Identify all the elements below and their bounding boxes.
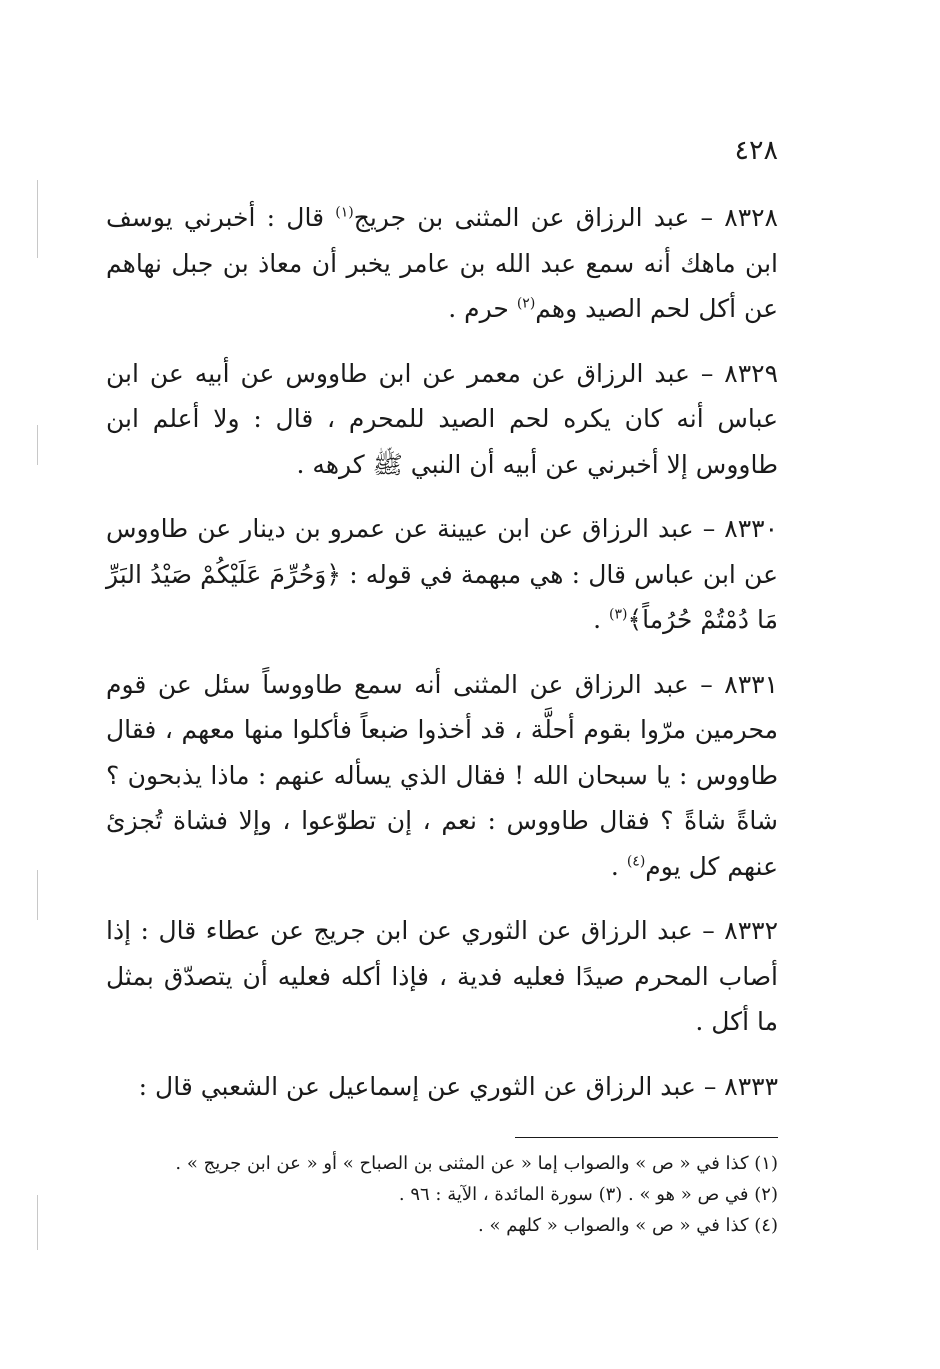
hadith-8332: [106, 908, 778, 1045]
hadith-number: ٨٣٣١: [724, 669, 778, 699]
scan-margin-line-middle: [37, 425, 38, 465]
hadith-8329: [106, 351, 778, 488]
footnote-ref: (٤): [626, 853, 646, 870]
footnote-1: (١) كذا في « ص » والصواب إما « عن المثنى بن الصباح » أو « عن ابن جريج » .: [175, 1153, 778, 1174]
scan-margin-line-lower: [37, 870, 38, 920]
hadith-text: – عبد الرزاق عن المثنى بن جريج: [353, 203, 725, 232]
footnote-4: (٤) كذا في « ص » والصواب « كلهم » .: [478, 1215, 778, 1236]
hadith-text: – عبد الرزاق عن ابن عيينة عن عمرو بن دينار عن طاووس عن ابن عباس قال : هي مبهمة في قوله : ﴿وَحُرِّمَ عَلَيْكُمْ صَيْدُ البَرِّ مَا دُمْتُمْ حُرُماً﴾: [106, 514, 778, 634]
hadith-number: ٨٣٣٠: [724, 514, 778, 543]
hadith-number: ٨٣٢٨: [724, 203, 778, 232]
hadith-8330: [106, 506, 778, 643]
footnote-ref: (١): [335, 204, 354, 221]
hadith-text: .: [610, 851, 627, 881]
hadith-8331: [106, 662, 778, 890]
hadith-text: – عبد الرزاق عن معمر عن ابن طاووس عن أبيه عن ابن عباس أنه كان يكره لحم الصيد للمحرم ، قال : ولا أعلم ابن طاووس إلا أخبرني عن أبيه أن النبي ﷺ كرهه .: [106, 358, 778, 479]
hadith-number: ٨٣٣٢: [724, 916, 778, 945]
scan-margin-line-bottom: [37, 1195, 38, 1250]
hadith-text: .: [593, 605, 610, 634]
hadith-body: [106, 195, 778, 1109]
hadith-text: – عبد الرزاق عن المثنى أنه سمع طاووساً سئل عن قوم محرمين مرّوا بقوم أحلَّة ، قد أخذوا ضبعاً فأكلوا منها معهم ، فقال طاووس : يا سبحان الله ! فقال الذي يسأله عنهم : ماذا يذبحون ؟ شاةً شاةً ؟ فقال طاووس : نعم ، إن تطوّعوا ، وإلا فشاة تُجزئ عنهم كل يوم: [106, 669, 778, 881]
hadith-number: ٨٣٣٣: [724, 1071, 778, 1101]
page-number: ٤٢٨: [734, 135, 778, 166]
footnote-ref: (٣): [609, 606, 628, 623]
hadith-8333: [106, 1064, 778, 1110]
footnote-2-3: (٢) في ص « هو » . (٣) سورة المائدة ، الآية : ٩٦ .: [398, 1184, 778, 1205]
footnote-divider: [515, 1137, 778, 1138]
hadith-text: – عبد الرزاق عن الثوري عن إسماعيل عن الشعبي قال :: [138, 1071, 725, 1101]
hadith-text: حرم .: [448, 294, 517, 323]
hadith-number: ٨٣٢٩: [724, 358, 778, 388]
hadith-text: قال : أخبرني يوسف ابن ماهك أنه سمع عبد الله بن عامر يخبر أن معاذ بن جبل نهاهم عن أكل لحم الصيد وهم: [106, 203, 778, 323]
hadith-text: – عبد الرزاق عن الثوري عن ابن جريج عن عطاء قال : إذا أصاب المحرم صيدًا فعليه فدية ، فإذا أكله فعليه أن يتصدّق بمثل ما أكل .: [106, 916, 778, 1036]
footnote-ref: (٢): [516, 295, 536, 312]
scan-margin-line-top: [37, 180, 38, 258]
footnotes: [175, 1148, 778, 1241]
hadith-8328: [106, 195, 778, 332]
